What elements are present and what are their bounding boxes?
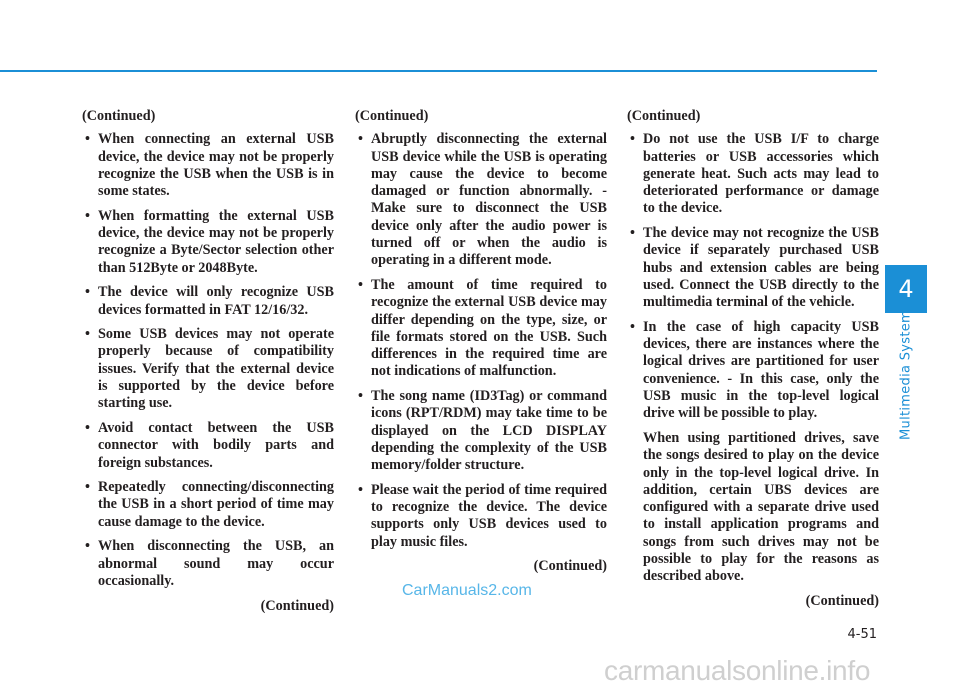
continued-footer: (Continued) [805, 592, 879, 609]
continued-header: (Continued) [82, 108, 156, 124]
bullet-item: • When connecting an external USB device, the device may not be properly recognize the USB when the USB is in some states. [82, 131, 334, 200]
bullet-item: • The song name (ID3Tag) or command icons (RPT/RDM) may take time to be displayed on the LCD DISPLAY depending the complexity of the USB memory/folder structure. [355, 388, 607, 474]
bullet-item: • Avoid contact between the USB connector with bodily parts and foreign substances. [82, 420, 334, 472]
bullet-item: • When formatting the external USB device, the device may not be properly recognize a Byte/Sector selection other than 512Byte or 2048Byte. [82, 208, 334, 277]
header-rule [0, 70, 877, 72]
chapter-tab: 4 [885, 265, 927, 313]
page-number: 4-51 [847, 627, 877, 642]
continued-header: (Continued) [627, 108, 701, 124]
paragraph: When using partitioned drives, save the songs desired to play on the device only in the top-level logical drive. In addition, certain UBS devices are configured with a separate drive used to install application programs and songs from such drives may not be possible to play for the reasons as described above. [643, 429, 879, 585]
bullet-item: • Some USB devices may not operate properly because of compatibility issues. Verify that the external device is supported by the device before starting use. [82, 326, 334, 412]
continued-footer: (Continued) [260, 597, 334, 614]
watermark-link[interactable]: CarManuals2.com [402, 582, 532, 599]
chapter-title: Multimedia System [898, 310, 914, 440]
bullet-item: • Please wait the period of time required to recognize the device. The device supports only USB devices used to play music files. [355, 482, 607, 551]
bullet-item: • When disconnecting the USB, an abnormal sound may occur occasionally. [82, 538, 334, 590]
watermark-bottom: carmanualsonline.info [604, 655, 871, 686]
bullet-item: • The device will only recognize USB devices formatted in FAT 12/16/32. [82, 284, 334, 319]
continued-header: (Continued) [355, 108, 429, 124]
bullet-item: • Abruptly disconnecting the external USB device while the USB is operating may cause the device to become damaged or function abnormally. - Make sure to disconnect the USB device only after the audio power is turned off or when the audio is operating in a different mode. [355, 131, 607, 269]
bullet-item: • Repeatedly connecting/disconnecting the USB in a short period of time may cause damage to the device. [82, 479, 334, 531]
text-column-1 [82, 108, 334, 615]
bullet-item: • The device may not recognize the USB device if separately purchased USB hubs and extension cables are being used. Connect the USB directly to the multimedia terminal of the vehicle. [627, 225, 879, 311]
bullet-item: • In the case of high capacity USB devices, there are instances where the logical drives are partitioned for user convenience. - In this case, only the USB music in the top-level logical drive will be possible to play. [627, 319, 879, 423]
continued-footer: (Continued) [533, 558, 607, 575]
text-column-3 [627, 108, 879, 610]
text-column-2 [355, 108, 607, 576]
bullet-item: • Do not use the USB I/F to charge batteries or USB accessories which generate heat. Such acts may lead to deteriorated performance or damage to the device. [627, 131, 879, 217]
bullet-item: • The amount of time required to recognize the external USB device may differ depending on the type, size, or file formats stored on the USB. Such differences in the required time are not indications of malfunction. [355, 277, 607, 381]
